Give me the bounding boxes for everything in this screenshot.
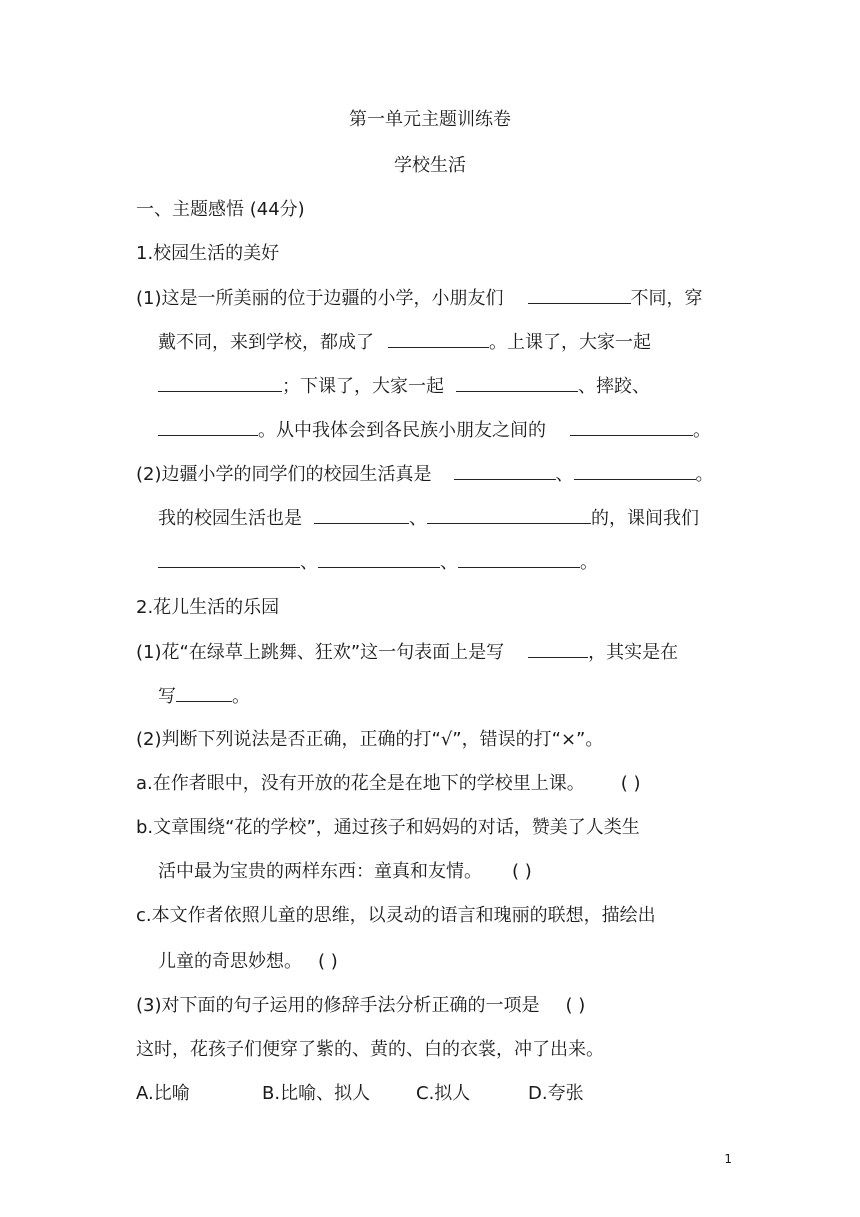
- choice-c[interactable]: C.拟人: [416, 1083, 471, 1104]
- answer-blank[interactable]: [158, 419, 258, 436]
- page-number: 1: [724, 1152, 732, 1166]
- choice-d[interactable]: D.夸张: [528, 1083, 584, 1104]
- choice-a[interactable]: A.比喻: [136, 1083, 190, 1104]
- answer-blank[interactable]: [314, 507, 409, 524]
- question-line: 。从中我体会到各民族小朋友之间的 。: [158, 419, 711, 442]
- question-line: (1)这是一所美丽的位于边疆的小学，小朋友们 不同，穿: [136, 288, 703, 309]
- judgement-item: a.在作者眼中，没有开放的花全是在地下的学校里上课。 ( ): [136, 773, 641, 794]
- question-line: ；下课了，大家一起 、摔跤、: [158, 375, 650, 398]
- question-line: (1)花“在绿草上跳舞、狂欢”这一句表面上是写 ，其实是在: [136, 642, 679, 663]
- question-stem: (2)判断下列说法是否正确，正确的打“√”，错误的打“×”。: [136, 729, 604, 750]
- answer-paren[interactable]: ( ): [318, 951, 338, 972]
- example-sentence: 这时，花孩子们便穿了紫的、黄的、白的衣裳，冲了出来。: [136, 1039, 604, 1060]
- answer-blank[interactable]: [528, 287, 631, 304]
- answer-blank[interactable]: [570, 419, 693, 436]
- answer-blank[interactable]: [458, 551, 580, 568]
- answer-blank[interactable]: [388, 331, 489, 348]
- question-heading: 1.校园生活的美好: [136, 243, 280, 264]
- judgement-item-cont: 活中最为宝贵的两样东西：童真和友情。 ( ): [158, 861, 532, 882]
- answer-blank[interactable]: [158, 551, 300, 568]
- question-line: 我的校园生活也是 、 的，课间我们: [158, 508, 699, 529]
- answer-blank[interactable]: [574, 463, 696, 480]
- doc-subtitle: 学校生活: [394, 155, 466, 176]
- question-line: 写 。: [158, 686, 250, 707]
- judgement-item-cont: 儿童的奇思妙想。 ( ): [158, 951, 338, 972]
- question-line: 、 、 。: [158, 551, 598, 574]
- judgement-item: c.本文作者依照儿童的思维，以灵动的语言和瑰丽的联想，描绘出: [136, 905, 656, 926]
- doc-title: 第一单元主题训练卷: [349, 109, 511, 130]
- section-heading: 一、主题感悟 (44分): [136, 199, 305, 220]
- answer-blank[interactable]: [456, 375, 578, 392]
- question-line: 戴不同，来到学校，都成了 。上课了，大家一起: [158, 332, 651, 353]
- answer-blank[interactable]: [454, 463, 556, 480]
- answer-blank[interactable]: [427, 507, 591, 524]
- question-line: (2)边疆小学的同学们的校园生活真是 、 。: [136, 464, 714, 485]
- question-stem: (3)对下面的句子运用的修辞手法分析正确的一项是 ( ): [136, 995, 586, 1016]
- answer-blank[interactable]: [158, 375, 282, 392]
- question-heading: 2.花儿生活的乐园: [136, 597, 280, 618]
- answer-blank[interactable]: [528, 641, 588, 658]
- answer-blank[interactable]: [176, 685, 232, 702]
- answer-paren[interactable]: ( ): [620, 773, 641, 794]
- answer-blank[interactable]: [318, 551, 440, 568]
- judgement-item: b.文章围绕“花的学校”，通过孩子和妈妈的对话，赞美了人类生: [136, 817, 640, 838]
- answer-paren[interactable]: ( ): [565, 995, 586, 1016]
- answer-paren[interactable]: ( ): [512, 861, 532, 882]
- choice-b[interactable]: B.比喻、拟人: [262, 1083, 371, 1104]
